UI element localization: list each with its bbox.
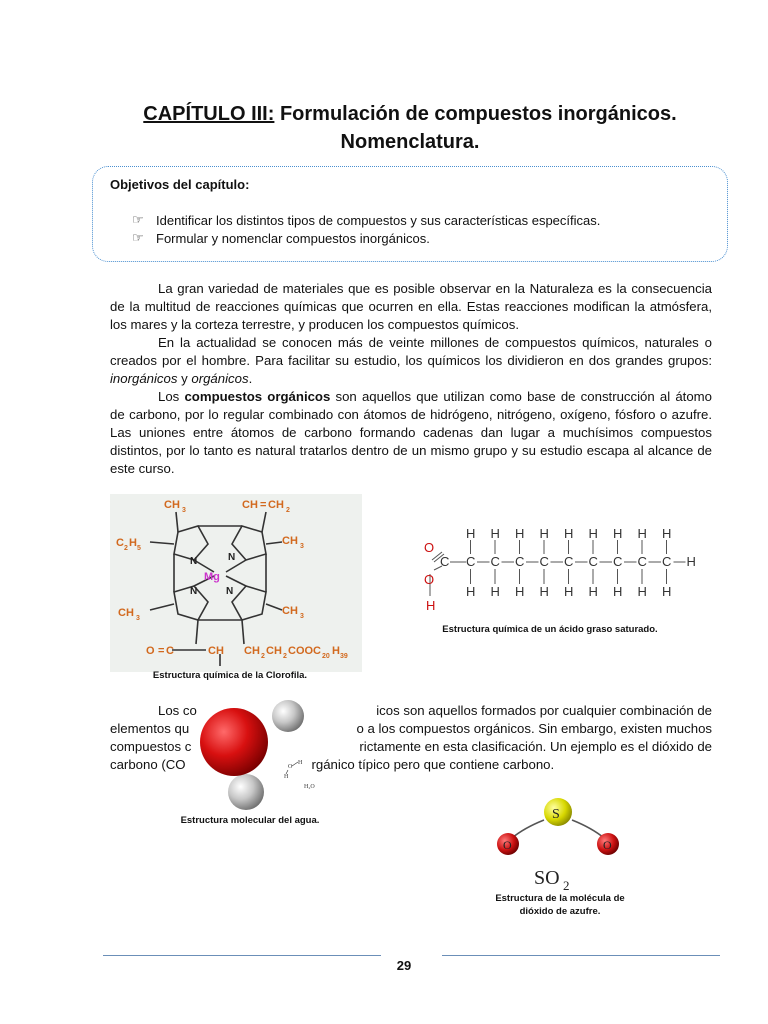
hydrogen-atom: H	[466, 526, 476, 541]
objective-item	[132, 212, 600, 228]
chem-label: N	[228, 552, 236, 563]
chem-label: C	[116, 537, 124, 549]
carbon-atom: C	[539, 554, 549, 569]
chlorophyll-structure	[110, 494, 362, 684]
so2-molecule	[488, 792, 628, 892]
hydrogen-atom: H	[613, 584, 623, 599]
water-label: H	[298, 760, 303, 766]
chem-label: =	[158, 645, 165, 657]
chem-label: CH	[282, 535, 298, 547]
oxygen-label: O	[503, 838, 512, 852]
chem-label: O	[146, 645, 155, 657]
chem-label: CH	[244, 645, 260, 657]
carbon-atom: C	[588, 554, 598, 569]
carbon-atom: C	[440, 554, 450, 569]
chem-label: N	[190, 556, 198, 567]
chem-label: H	[332, 645, 340, 657]
fatty-acid-caption: Estructura química de un ácido graso saturado.	[442, 624, 658, 635]
chapter-title: Formulación de compuestos inorgánicos.	[274, 103, 677, 125]
hydrogen-atom: H	[588, 526, 598, 541]
chapter-subtitle: Nomenclatura.	[340, 131, 480, 153]
chem-label: CH	[118, 607, 134, 619]
hydrogen-atom: H	[686, 554, 696, 569]
water-caption: Estructura molecular del agua.	[180, 815, 320, 826]
chem-sub: 20	[322, 653, 330, 660]
paragraph-2: En la actualidad se conocen más de veinte millones de compuestos químicos, naturales o creados por el hombre. Para facilitar su estudio, los químicos los dividieron en dos grandes grupos: inorgánicos y orgánicos.	[110, 335, 712, 386]
objective-item	[132, 230, 430, 246]
so2-caption: Estructura de la molécula de dióxido de azufre.	[495, 893, 625, 917]
hydrogen-atom: H	[539, 584, 549, 599]
page-title	[100, 100, 720, 156]
hand-pointer-icon: ☞	[132, 212, 144, 227]
hydrogen-atom: H	[426, 598, 436, 613]
paragraph-3: Los compuestos orgánicos son aquellos que utilizan como base de construcción al átomo de carbono, por lo regular combinado con átomos de hidrógeno, nitrógeno, oxígeno, fósforo o azufre. Las uniones entre átomos de carbono formando cadenas dan lugar a muchísimos compuestos distintos, por lo tanto es natural tratarlos dentro de un mismo grupo y su estudio escapa al alcance de este curso.	[110, 389, 712, 476]
chem-label: C	[166, 645, 174, 657]
carbon-atom: C	[515, 554, 525, 569]
chem-label: CH	[208, 645, 224, 657]
chem-sub: 3	[300, 543, 304, 550]
chem-sub: 5	[137, 545, 141, 552]
hydrogen-atom: H	[637, 526, 647, 541]
carbon-atom: C	[662, 554, 672, 569]
hydrogen-atom: H	[490, 526, 500, 541]
carbon-atom: C	[637, 554, 647, 569]
carbon-atom: C	[466, 554, 476, 569]
so2-formula: SO	[534, 867, 560, 889]
chem-sub: 3	[300, 613, 304, 620]
chem-sub: 2	[286, 507, 290, 514]
objective-text: Formular y nomenclar compuestos inorgánicos.	[156, 230, 430, 246]
water-molecule	[190, 690, 330, 815]
chem-label: H	[129, 537, 137, 549]
chem-label: Mg	[204, 571, 220, 583]
paragraph-4: Los co icos son aquellos formados por cualquier combinación de elementos qu o a los compuestos orgánicos. Sin embargo, existen muchos compuestos c rictamente en esta clasificación. Un ejemplo es el dióxido de carbono (CO rgánico típico pero que contiene carbono.	[110, 703, 712, 772]
so2-subscript: 2	[563, 878, 570, 892]
hydrogen-atom: H	[515, 526, 525, 541]
carbon-atom: C	[490, 554, 500, 569]
water-label: H₂O	[304, 784, 315, 790]
hydrogen-atom: H	[539, 526, 549, 541]
paragraph-1: La gran variedad de materiales que es posible observar en la Naturaleza es la consecuencia de la multitud de reacciones químicas que ocurren en ella. Estas reacciones modifican la atmósfera, los mares y la corteza terrestre, y producen los compuestos químicos.	[110, 281, 712, 332]
carbon-atom: C	[613, 554, 623, 569]
hydrogen-atom: H	[515, 584, 525, 599]
body-text	[110, 280, 712, 478]
chem-sub: 2	[124, 545, 128, 552]
objectives-heading: Objetivos del capítulo:	[110, 177, 250, 192]
hydrogen-atom: H	[662, 584, 672, 599]
chem-sub: 2	[283, 653, 287, 660]
chem-label: N	[190, 586, 198, 597]
chem-sub: 39	[340, 653, 348, 660]
sulfur-label: S	[552, 807, 560, 822]
chapter-label: CAPÍTULO III:	[143, 103, 275, 125]
water-label: O	[288, 764, 293, 770]
chem-label: =	[260, 499, 267, 511]
carbon-atom: C	[564, 554, 574, 569]
chlorophyll-caption: Estructura química de la Clorofila.	[152, 670, 308, 681]
fatty-acid-structure	[420, 522, 700, 617]
hydrogen-atom: H	[637, 584, 647, 599]
footer-divider-left	[103, 955, 381, 956]
chem-sub: 2	[261, 653, 265, 660]
chem-label: COOC	[288, 645, 321, 657]
hydrogen-atom: H	[662, 526, 672, 541]
oxygen-atom: O	[424, 540, 435, 555]
chem-sub: 3	[136, 615, 140, 622]
hydrogen-atom: H	[466, 584, 476, 599]
page-number: 29	[396, 958, 412, 973]
chem-sub: 3	[182, 507, 186, 514]
hydrogen-atom: H	[588, 584, 598, 599]
oxygen-atom: O	[424, 572, 435, 587]
chem-label: CH	[282, 605, 298, 617]
hydrogen-atom: H	[564, 526, 574, 541]
chem-label: CH	[164, 499, 180, 511]
objective-text: Identificar los distintos tipos de compuestos y sus características específicas.	[156, 212, 601, 228]
footer-divider-right	[442, 955, 720, 956]
hand-pointer-icon: ☞	[132, 230, 144, 245]
chem-label: CH	[266, 645, 282, 657]
chem-label: CH	[242, 499, 258, 511]
hydrogen-atom: H	[613, 526, 623, 541]
chem-label: CH	[268, 499, 284, 511]
water-label: H	[284, 774, 289, 780]
chem-label: N	[226, 586, 234, 597]
hydrogen-atom: H	[490, 584, 500, 599]
hydrogen-atom: H	[564, 584, 574, 599]
oxygen-label: O	[603, 838, 612, 852]
